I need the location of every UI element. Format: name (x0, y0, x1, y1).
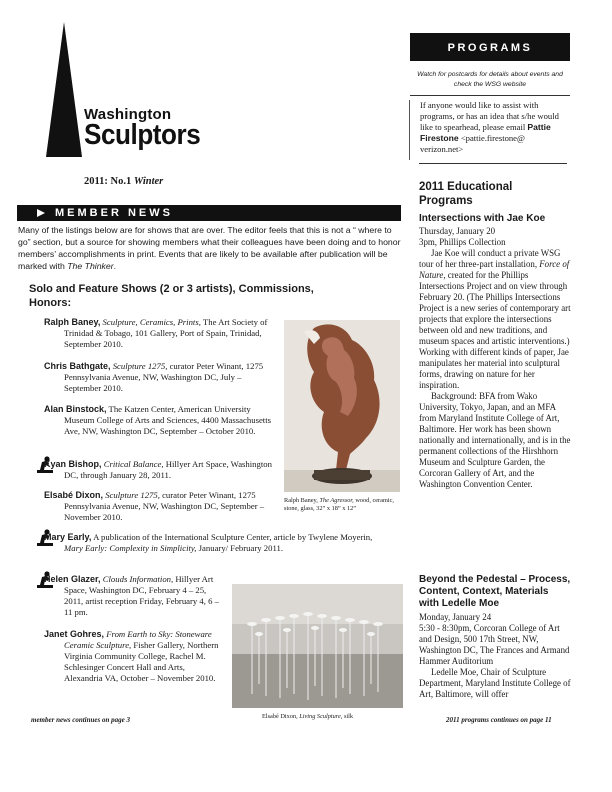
event-description: Jae Koe will conduct a private WSG tour of her three-part installation, Force of Nature, created for the Phillips Intersections Project and on view through February 20. (The Phillips Intersections Project is a new series of contemporary art projects that explore the intersections between old and new traditions, and museum spaces and artistic interventions.) Working with different kinds of paper, Jae manipulates her material into sculptural forms, drawing on nature for her inspiration. (419, 248, 571, 390)
event-time: 3pm, Phillips Collection (419, 237, 506, 247)
event-title: Intersections with Jae Koe (419, 213, 546, 224)
banner-arrow-icon (37, 209, 45, 217)
member-entry: Helen Glazer, Clouds Information, Hillyer Art Space, Washington DC, February 4 – 25, 2011, artist reception Friday, February 4, 6 – 11 pm. (44, 574, 219, 617)
member-news-banner: MEMBER NEWS (17, 205, 401, 221)
event-date: Thursday, January 20 (419, 226, 496, 236)
event-body (419, 612, 571, 700)
programs-assist-note: If anyone would like to assist with programs, or has an idea that s/he would like to spearhead, please email Pattie Firestone <pattie.firestone@ verizon.net> (420, 100, 559, 154)
event-background: Background: BFA from Wako University, Tokyo, Japan, and an MFA from Maryland Institute College of Art, Baltimore. Her work has been shown nationally and internationally, and is in the permanent collections of the Hirshhorn Museum and Sculpture Garden, the Corcoran Gallery of Art, and the Washington Convention Center. (419, 391, 571, 489)
masthead-title (84, 106, 213, 149)
member-entry: Mary Early, A publication of the International Sculpture Center, article by Twylene Moyerin, Mary Early: Complexity in Simplicity, January/ February 2011. (44, 532, 373, 553)
issue-label: 2011: No.1 Winter (84, 176, 164, 187)
masthead-title-line2: Sculptors (84, 119, 201, 151)
member-entry: Kyan Bishop, Critical Balance, Hillyer Art Space, Washington DC, through January 28, 2011. (44, 459, 272, 480)
sculpture-photo (284, 320, 400, 492)
installation-photo-art (232, 584, 403, 708)
member-entry: Janet Gohres, From Earth to Sky: Stoneware Ceramic Sculpture, Fisher Gallery, Northern Virginia Community College, Rachel M. Schlesinger Concert Hall and Arts, Alexandria VA, October – November 2010. (44, 629, 219, 683)
educational-programs-heading: 2011 Educational Programs (419, 181, 513, 207)
masthead-title-line1: Washington (84, 106, 172, 123)
member-news-intro: Many of the listings below are for shows that are over. The editor feels that this is not a “ where to go” section, but a source for showing members what their colleagues have been doing and to honor members’ accomplishments in print. Events that are likely to be available after publication will be marked with The Thinker. (18, 225, 401, 271)
event-date: Monday, January 24 (419, 612, 492, 622)
solo-shows-heading: Solo and Feature Shows (2 or 3 artists), Commissions, Honors: (29, 283, 314, 309)
masthead-obelisk-graphic (46, 22, 82, 157)
event-body (419, 226, 571, 490)
member-entry: Chris Bathgate, Sculpture 1275, curator Peter Winant, 1275 Pennsylvania Avenue, NW, Washington DC, July – September 2010. (44, 361, 264, 393)
installation-photo-caption: Elsabé Dixon, Living Sculpture, silk (262, 713, 354, 720)
sculpture-photo-caption: Ralph Baney, The Agressor, wood, ceramic, stone, glass, 32” x 18” x 12” (284, 497, 394, 512)
sculpture-photo-art (284, 320, 400, 492)
programs-watch-note: Watch for postcards for details about events and check the WSG website (417, 71, 563, 88)
event-title: Beyond the Pedestal – Process, Content, Context, Materials with Ledelle Moe (419, 574, 571, 609)
programs-banner: PROGRAMS (410, 33, 570, 61)
programs-continues: 2011 programs continues on page 11 (446, 716, 552, 724)
divider (419, 163, 567, 164)
divider (410, 95, 570, 96)
column-divider (409, 100, 410, 160)
event-description: Ledelle Moe, Chair of Sculpture Department, Maryland Institute College of Art, Baltimore, will offer (419, 667, 571, 699)
member-news-continues: member news continues on page 3 (31, 716, 130, 724)
event-details: 5:30 - 8:30pm, Corcoran College of Art and Design, 500 17th Street, NW, Washington DC, The Frances and Armand Hammer Auditorium (419, 623, 570, 666)
member-entry: Alan Binstock, The Katzen Center, American University Museum College of Arts and Sciences, 4400 Massachusetts Ave, NW, Washington DC, September – October 2010. (44, 404, 272, 436)
member-entry: Ralph Baney, Sculpture, Ceramics, Prints, The Art Society of Trinidad & Tobago, 101 Gallery, Port of Spain, Trinidad, September 2010. (44, 317, 268, 349)
installation-photo (232, 584, 403, 708)
member-entry: Elsabé Dixon, Sculpture 1275, curator Peter Winant, 1275 Pennsylvania Avenue, NW, Washington DC, September – November 2010. (44, 490, 265, 522)
